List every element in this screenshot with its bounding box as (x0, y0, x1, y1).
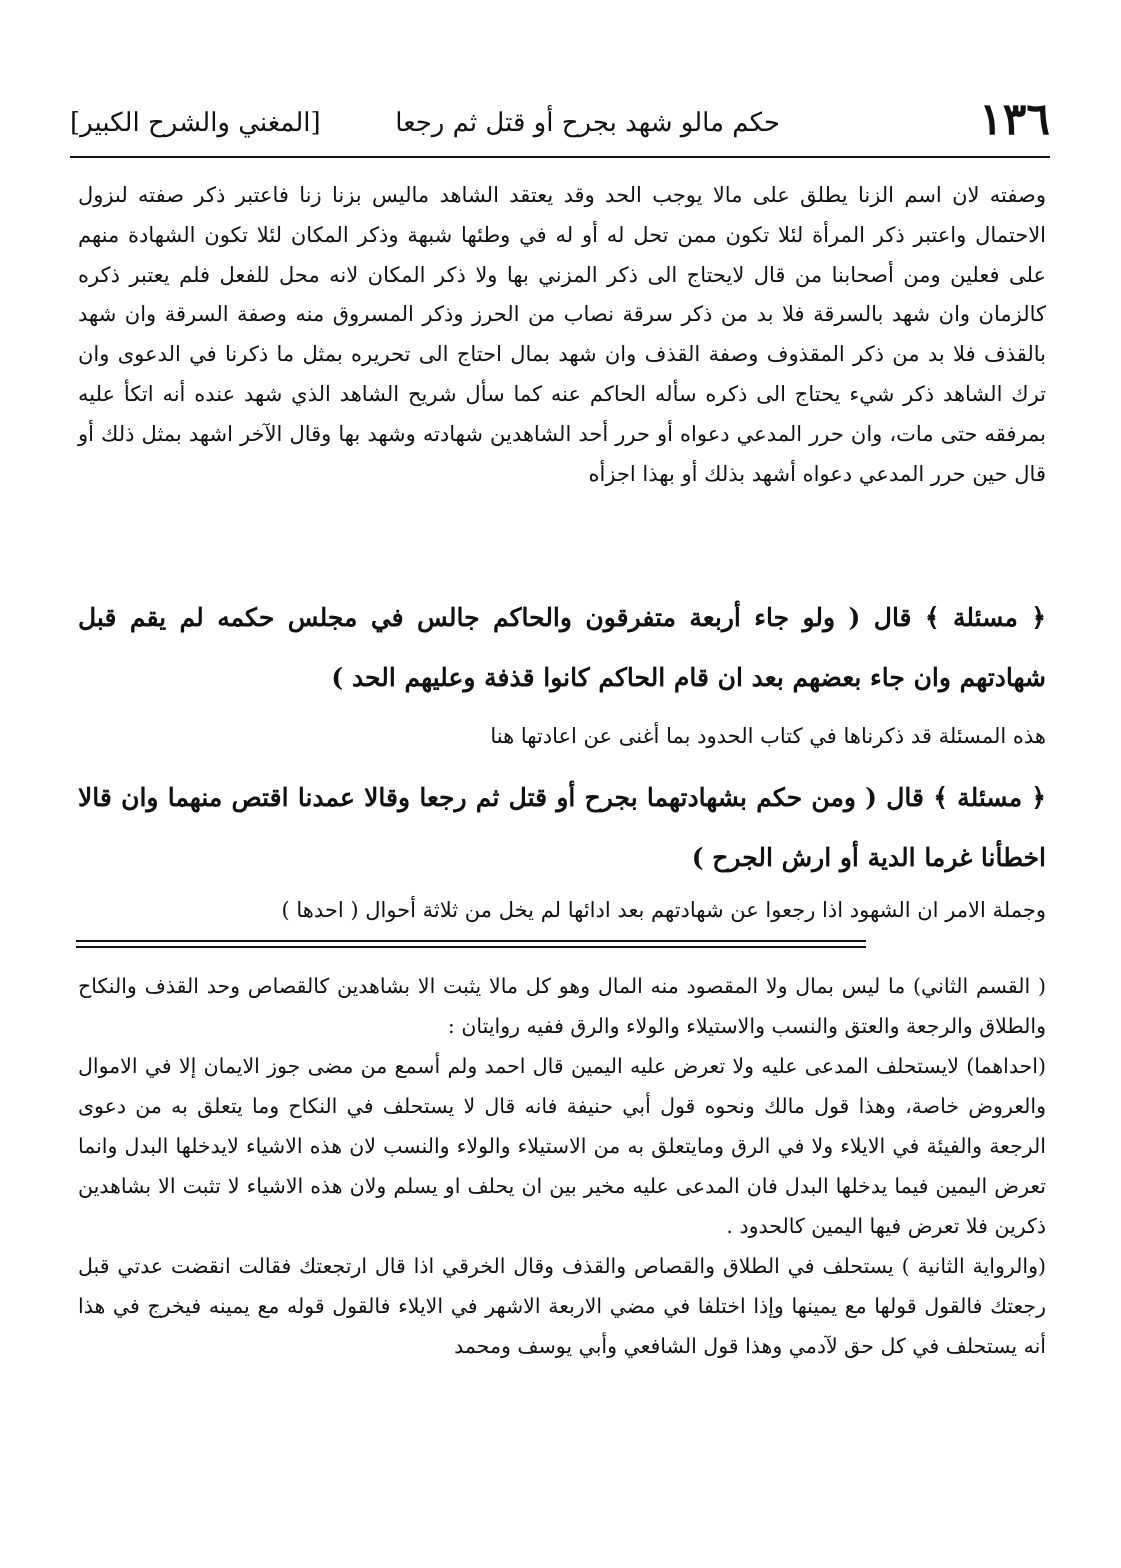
book-title: [المغني والشرح الكبير] (70, 108, 321, 138)
issue-commentary-1: هذه المسئلة قد ذكرناها في كتاب الحدود بما أغنى عن اعادتها هنا (490, 724, 1046, 748)
running-title: حكم مالو شهد بجرح أو قتل ثم رجعا (395, 108, 780, 138)
footnote-paragraph-2: (احداهما) لايستحلف المدعى عليه ولا تعرض عليه اليمين قال احمد ولم أسمع من مضى جوز الايمان إلا في الاموال والعروض خاصة، وهذا قول مالك ونحوه قول أبي حنيفة فانه قال لا يستحلف في النكاح وما يتعلق به من دعوى الرجعة والفيئة في الايلاء ولا في الرق ومايتعلق به من الاستيلاء والولاء والنسب لان هذه الاشياء لايدخلها البدل وانما تعرض اليمين فيما يدخلها البدل فان المدعى عليه مخير بين ان يحلف او يسلم ولان هذه الاشياء لا تثبت الا بشاهدين ذكرين فلا تعرض فيها اليمين كالحدود . (78, 1054, 1046, 1238)
issue-heading-1: ﴿ مسئلة ﴾ قال ( ولو جاء أربعة متفرقون والحاكم جالس في مجلس حكمه لم يقم قبل شهادتهم وان جاء بعضهم بعد ان قام الحاكم كانوا قذفة وعليهم الحد ) (78, 603, 1046, 692)
footnote-paragraph-3: (والرواية الثانية ) يستحلف في الطلاق والقصاص والقذف وقال الخرقي اذا قال ارتجعتك فقالت انقضت عدتي قبل رجعتك فالقول قولها مع يمينها وإذا اختلفا في مضي الاربعة الاشهر في الايلاء فالقول قوله مع يمينه فيخرج في هذا أنه يستحلف في كل حق لآدمي وهذا قول الشافعي وأبي يوسف ومحمد (78, 1254, 1046, 1358)
issue-heading-2: ﴿ مسئلة ﴾ قال ( ومن حكم بشهادتهما بجرح أو قتل ثم رجعا وقالا عمدنا اقتص منهما وان قالا اخطأنا غرما الدية أو ارش الجرح ) (78, 783, 1046, 872)
issue-commentary-2: وجملة الامر ان الشهود اذا رجعوا عن شهادتهم بعد ادائها لم يخل من ثلاثة أحوال ( احدها ) (281, 898, 1046, 922)
page-header (70, 92, 1050, 156)
body-paragraph: وصفته لان اسم الزنا يطلق على مالا يوجب الحد وقد يعتقد الشاهد ماليس بزنا زنا فاعتبر ذكر صفته لىزول الاحتمال واعتبر ذكر المرأة لئلا تكون ممن تحل له أو له في وطئها شبهة وذكر المكان لئلا تكون الشهادة منهم على فعلين ومن أصحابنا من قال لايحتاج الى ذكر المزني بها ولا ذكر المكان لانه محل للفعل فلم يعتبر ذكره كالزمان وان شهد بالسرقة فلا بد من ذكر سرقة نصاب من الحرز وذكر المسروق منه وصفة السرقة وان شهد بالقذف فلا بد من ذكر المقذوف وصفة القذف وان شهد بمال احتاج الى تحريره بمثل ما ذكرنا في الدعوى وان ترك الشاهد ذكر شيء يحتاج الى ذكره سأله الحاكم عنه كما سأل شريح الشاهد الذي شهد عنده أنه اتكأ عليه بمرفقه حتى مات، وان حرر المدعي دعواه أو حرر أحد الشاهدين شهادته وشهد بها وقال الآخر اشهد بمثل ذلك أو قال حين حرر المدعي دعواه أشهد بذلك أو بهذا اجزأه (78, 183, 1047, 486)
header-divider (70, 156, 1050, 158)
footnote-paragraph-1: ( القسم الثاني) ما ليس بمال ولا المقصود منه المال وهو كل مالا يثبت الا بشاهدين كالقصاص وحد القذف والنكاح والطلاق والرجعة والعتق والنسب والاستيلاء والولاء والرق ففيه روايتان : (78, 974, 1046, 1038)
footnote-divider (76, 940, 866, 948)
footnote-section (78, 966, 1046, 1366)
page-number: ١٣٦ (979, 94, 1050, 145)
